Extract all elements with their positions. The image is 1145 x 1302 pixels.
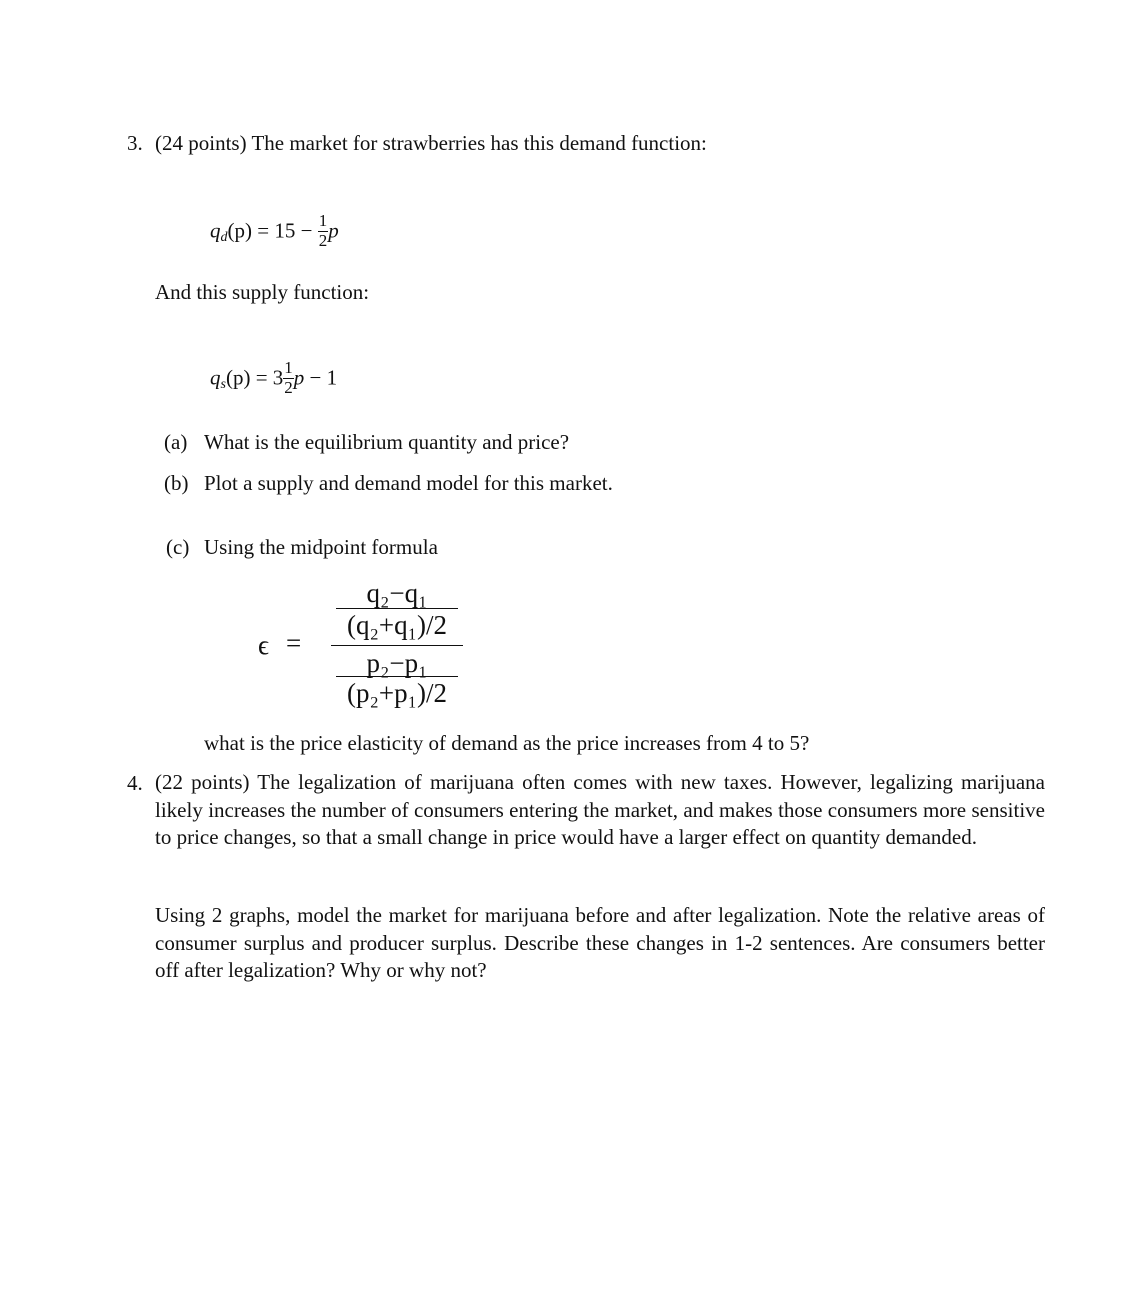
question-4-paragraph-2: Using 2 graphs, model the market for marijuana before and after legalization. Note the relative areas of consumer surplus and producer surplus. Describe these changes in 1-2 sentences. Are consumers better off after legalization? Why or why not?	[155, 903, 1045, 982]
elasticity-bottom-denominator: (p₂+p₁)/2	[346, 678, 448, 708]
elasticity-lhs: ϵ	[258, 630, 269, 660]
demand-lhs-var: q	[210, 218, 221, 243]
supply-tail-rest: − 1	[304, 365, 338, 390]
supply-tail-var: p	[293, 365, 305, 390]
part-b-label: (b)	[164, 471, 189, 495]
demand-equation	[210, 213, 339, 252]
elasticity-eq-sign: =	[286, 628, 302, 658]
question-4-paragraph-1: (22 points) The legalization of marijuana often comes with new taxes. However, legalizing marijuana likely increases the number of consumers entering the market, and makes those consumers more sensitive to price changes, so that a small change in price would have a larger effect on quantity demanded.	[155, 770, 1045, 849]
demand-lhs-sub: d	[220, 230, 228, 246]
supply-eq-sign: = 3	[255, 365, 284, 390]
part-c-text: Using the midpoint formula	[204, 535, 438, 559]
supply-frac-num: 1	[284, 358, 293, 377]
supply-fraction	[283, 358, 294, 397]
elasticity-bottom-numerator: p₂−p₁	[366, 648, 428, 678]
part-a-text: What is the equilibrium quantity and price?	[204, 430, 570, 454]
question-3-intro: (24 points) The market for strawberries has this demand function:	[155, 131, 707, 155]
elasticity-top-numerator: q₂−q₁	[366, 578, 428, 608]
supply-equation	[210, 360, 337, 399]
supply-lhs-arg: (p)	[225, 365, 251, 390]
part-c-question: what is the price elasticity of demand as the price increases from 4 to 5?	[204, 731, 810, 755]
question-3-number: 3.	[127, 131, 143, 155]
supply-intro: And this supply function:	[155, 280, 370, 304]
part-b-text: Plot a supply and demand model for this market.	[204, 471, 613, 495]
supply-lhs-sub: s	[220, 377, 226, 393]
demand-eq-sign: = 15 −	[257, 218, 313, 243]
part-c-label: (c)	[166, 535, 190, 559]
demand-tail: p	[328, 218, 339, 243]
question-4-number: 4.	[127, 771, 143, 795]
part-a-label: (a)	[164, 430, 188, 454]
demand-frac-den: 2	[318, 231, 328, 250]
supply-frac-den: 2	[284, 378, 293, 397]
demand-frac-num: 1	[318, 211, 328, 230]
elasticity-main-rule	[331, 645, 463, 646]
supply-lhs-var: q	[210, 365, 221, 390]
demand-fraction	[318, 211, 329, 250]
elasticity-top-denominator: (q₂+q₁)/2	[346, 610, 448, 640]
demand-lhs-arg: (p)	[227, 218, 252, 243]
